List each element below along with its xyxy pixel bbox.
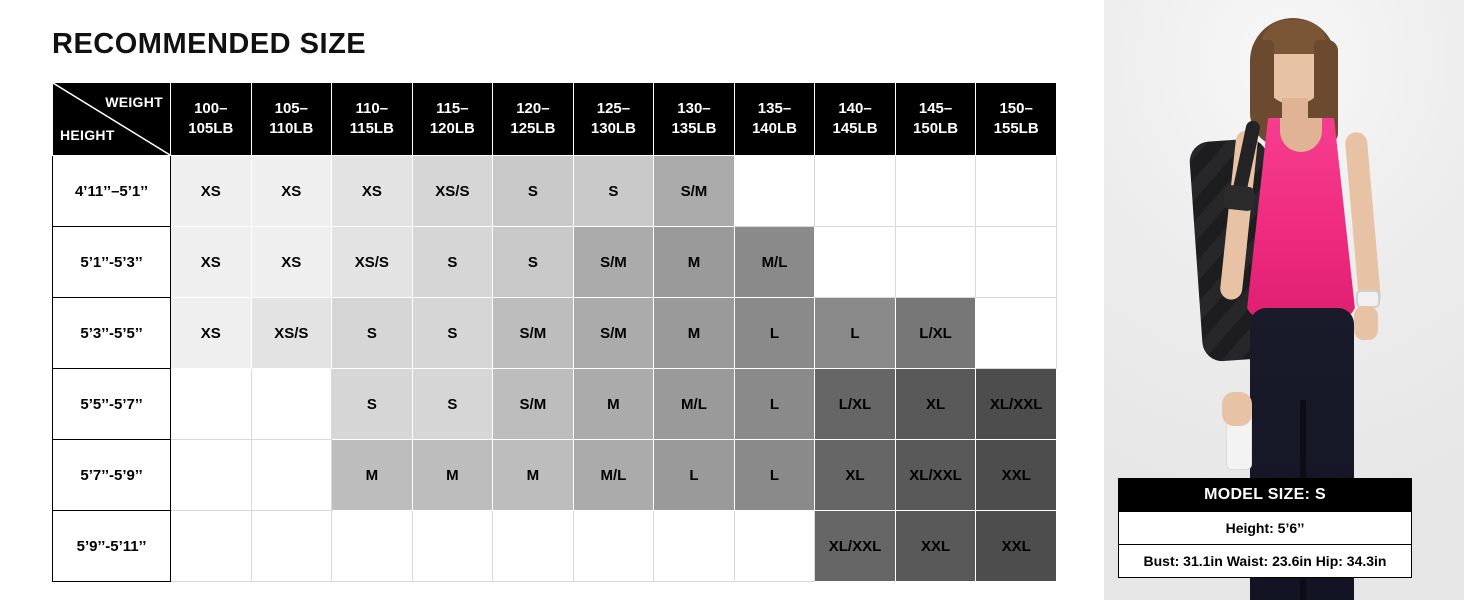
size-cell: [332, 511, 413, 582]
weight-column-header: [251, 83, 332, 156]
size-cell: L/XL: [815, 369, 896, 440]
size-cell: XS/S: [251, 298, 332, 369]
size-cell: XS: [251, 156, 332, 227]
size-cell: XS: [332, 156, 413, 227]
weight-range-line2: 125LB: [510, 120, 556, 137]
weight-column-header: [332, 83, 413, 156]
table-row: [53, 511, 1057, 582]
weight-range-line1: 145–: [918, 99, 953, 117]
size-cell: XS: [171, 227, 252, 298]
size-cell: L: [734, 369, 815, 440]
size-cell: XS/S: [332, 227, 413, 298]
size-cell: S: [573, 156, 654, 227]
size-cell: S/M: [493, 369, 574, 440]
size-cell: XL/XXL: [815, 511, 896, 582]
size-cell: [815, 156, 896, 227]
model-measurements: Bust: 31.1in Waist: 23.6in Hip: 34.3in: [1119, 544, 1411, 577]
size-cell: [251, 369, 332, 440]
weight-range-line2: 115LB: [349, 120, 394, 137]
size-cell: S: [412, 298, 493, 369]
size-cell: S/M: [573, 227, 654, 298]
size-cell: XS: [251, 227, 332, 298]
table-row: [53, 227, 1057, 298]
height-axis-label: HEIGHT: [60, 127, 115, 144]
size-cell: [573, 511, 654, 582]
height-row-header: 4’11’’–5’1’’: [53, 156, 171, 227]
size-cell: [171, 369, 252, 440]
size-cell: [734, 511, 815, 582]
size-cell: XS: [171, 298, 252, 369]
model-right-hand: [1354, 306, 1378, 340]
weight-range-line2: 110LB: [269, 120, 314, 137]
weight-range-line1: 150–: [999, 99, 1033, 117]
size-cell: S: [332, 369, 413, 440]
weight-column-header: [493, 83, 574, 156]
weight-range-line1: 120–: [516, 99, 550, 117]
size-cell: M/L: [654, 369, 735, 440]
recommended-size-table: [52, 82, 1057, 582]
size-cell: M: [654, 298, 735, 369]
size-cell: XL/XXL: [976, 369, 1057, 440]
weight-range-line2: 105LB: [188, 120, 234, 137]
size-cell: [976, 156, 1057, 227]
size-cell: M/L: [573, 440, 654, 511]
size-cell: [251, 440, 332, 511]
size-cell: L: [734, 440, 815, 511]
table-header: [53, 83, 1057, 156]
weight-range-line2: 150LB: [913, 120, 959, 137]
size-cell: [815, 227, 896, 298]
weight-axis-label: WEIGHT: [105, 94, 163, 110]
weight-range-line1: 105–: [274, 99, 308, 117]
size-cell: XL: [895, 369, 976, 440]
weight-range-line2: 135LB: [671, 120, 717, 137]
weight-column-header: [573, 83, 654, 156]
height-row-header: 5’9’’-5’11’’: [53, 511, 171, 582]
size-cell: M: [493, 440, 574, 511]
size-cell: M: [412, 440, 493, 511]
height-row-header: 5’1’’-5’3’’: [53, 227, 171, 298]
size-cell: S: [493, 227, 574, 298]
size-cell: M: [332, 440, 413, 511]
weight-range-line1: 125–: [596, 99, 631, 117]
size-cell: M: [573, 369, 654, 440]
size-cell: M/L: [734, 227, 815, 298]
size-cell: S/M: [654, 156, 735, 227]
arm-band: [1223, 184, 1255, 211]
size-cell: [493, 511, 574, 582]
weight-range-line1: 140–: [838, 99, 872, 117]
size-cell: S: [493, 156, 574, 227]
size-cell: [976, 227, 1057, 298]
table-corner-cell: [53, 83, 171, 156]
size-cell: [734, 156, 815, 227]
size-cell: [895, 156, 976, 227]
table-row: [53, 440, 1057, 511]
size-cell: [251, 511, 332, 582]
size-cell: [895, 227, 976, 298]
size-cell: L/XL: [895, 298, 976, 369]
size-cell: [171, 511, 252, 582]
weight-range-line1: 115–: [436, 99, 469, 117]
size-table-container: [52, 82, 1057, 582]
height-row-header: 5’7’’-5’9’’: [53, 440, 171, 511]
size-cell: [976, 298, 1057, 369]
weight-column-header: [815, 83, 896, 156]
table-row: [53, 156, 1057, 227]
size-cell: S: [412, 227, 493, 298]
weight-column-header: [654, 83, 735, 156]
weight-column-header: [976, 83, 1057, 156]
size-cell: [654, 511, 735, 582]
weight-range-line2: 130LB: [590, 120, 636, 137]
weight-column-header: [171, 83, 252, 156]
weight-range-line2: 155LB: [993, 120, 1039, 137]
size-cell: S: [332, 298, 413, 369]
size-cell: M: [654, 227, 735, 298]
size-cell: [171, 440, 252, 511]
size-cell: [412, 511, 493, 582]
weight-column-header: [895, 83, 976, 156]
size-cell: XS/S: [412, 156, 493, 227]
size-cell: XL/XXL: [895, 440, 976, 511]
size-cell: XS: [171, 156, 252, 227]
weight-range-line2: 140LB: [751, 120, 797, 137]
model-size-title: MODEL SIZE: S: [1119, 479, 1411, 512]
size-cell: S/M: [493, 298, 574, 369]
table-header-row: [53, 83, 1057, 156]
weight-range-line1: 135–: [757, 99, 792, 117]
height-row-header: 5’3’’-5’5’’: [53, 298, 171, 369]
model-size-info-box: [1118, 478, 1412, 578]
weight-range-line1: 130–: [677, 99, 711, 117]
size-cell: XXL: [976, 440, 1057, 511]
weight-range-line2: 120LB: [429, 120, 475, 137]
page-title: RECOMMENDED SIZE: [52, 28, 367, 60]
weight-range-line1: 110–: [355, 99, 389, 117]
table-row: [53, 298, 1057, 369]
size-cell: XXL: [976, 511, 1057, 582]
size-cell: XL: [815, 440, 896, 511]
model-left-hand: [1222, 392, 1252, 426]
weight-column-header: [412, 83, 493, 156]
height-row-header: 5’5’’-5’7’’: [53, 369, 171, 440]
weight-column-header: [734, 83, 815, 156]
size-cell: XXL: [895, 511, 976, 582]
weight-range-line1: 100–: [194, 99, 228, 117]
size-cell: L: [734, 298, 815, 369]
size-cell: S: [412, 369, 493, 440]
table-row: [53, 369, 1057, 440]
size-cell: S/M: [573, 298, 654, 369]
model-height: Height: 5’6’’: [1225, 520, 1305, 536]
table-body: [53, 156, 1057, 582]
size-cell: L: [654, 440, 735, 511]
weight-range-line2: 145LB: [832, 120, 878, 137]
size-cell: L: [815, 298, 896, 369]
